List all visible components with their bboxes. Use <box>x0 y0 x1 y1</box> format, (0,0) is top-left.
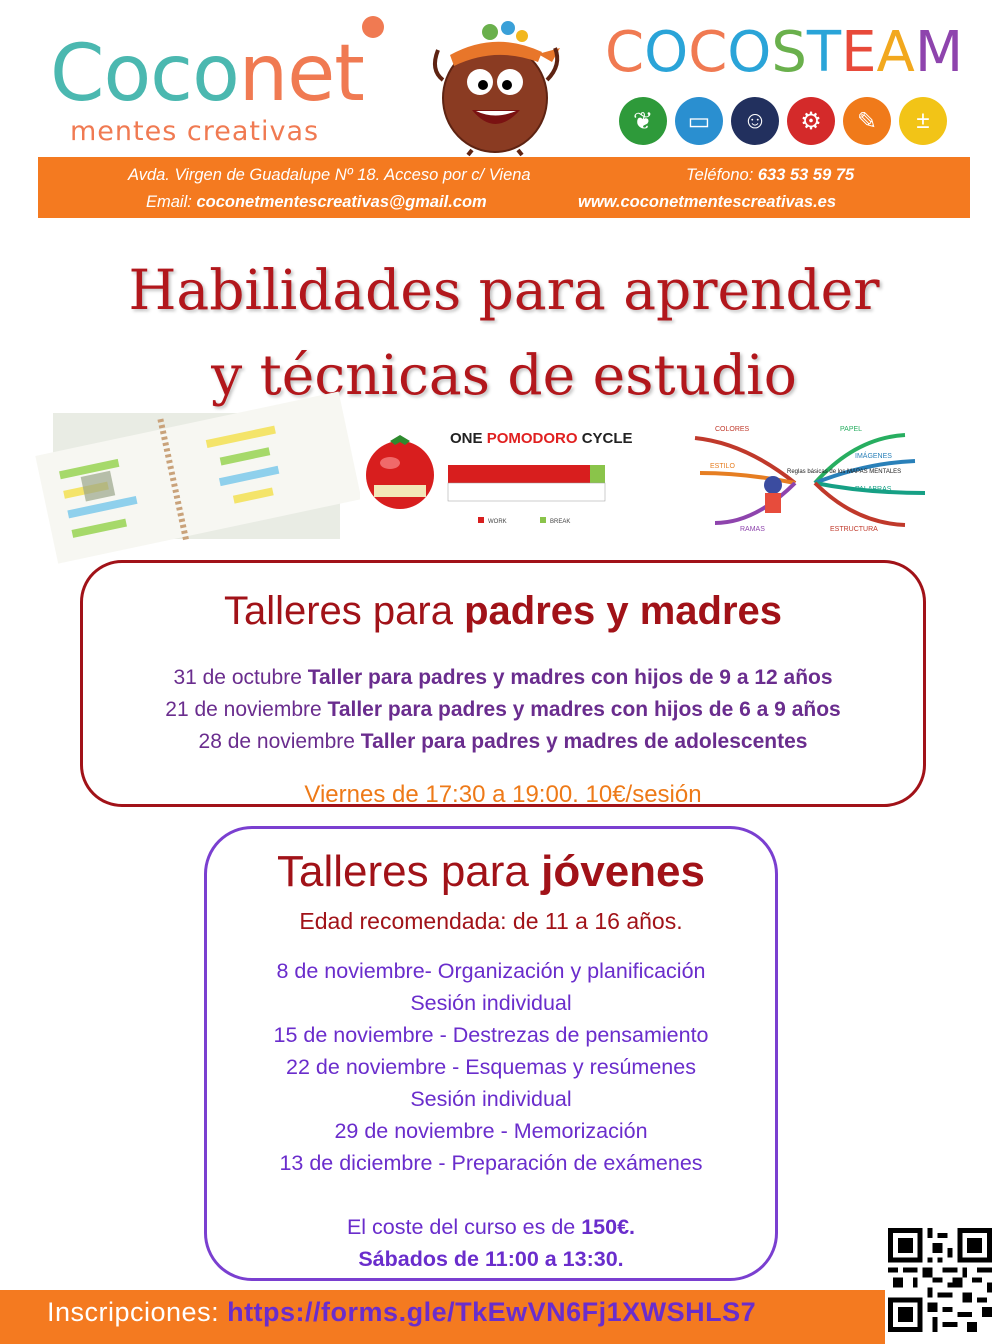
coconut-mascot-icon <box>410 10 580 155</box>
coconet-dot-icon <box>362 16 384 38</box>
parents-schedule: Viernes de 17:30 a 19:00. 10€/sesión <box>304 781 702 808</box>
youth-session: 8 de noviembre- Organización y planificación <box>276 959 706 983</box>
svg-text:PALABRAS: PALABRAS <box>855 486 892 493</box>
leaf-icon: ❦ <box>619 97 667 145</box>
coconet-tagline: mentes creativas <box>70 116 320 147</box>
registration-link[interactable]: https://forms.gle/TkEwVN6Fj1XWSHLS7 <box>227 1297 757 1327</box>
svg-text:PAPEL: PAPEL <box>840 426 863 433</box>
youth-session: 15 de noviembre - Destrezas de pensamiento <box>273 1023 709 1047</box>
youth-session: Sesión individual <box>410 1087 572 1111</box>
svg-text:BREAK: BREAK <box>550 519 571 525</box>
youth-workshops-box <box>204 826 778 1281</box>
mindmap-image <box>655 413 960 541</box>
youth-schedule: Sábados de 11:00 a 13:30. <box>358 1247 624 1271</box>
svg-text:WORK: WORK <box>488 519 507 525</box>
parents-title: Talleres para padres y madres <box>223 589 783 633</box>
planner-image <box>53 413 340 539</box>
website-link[interactable]: www.coconetmentescreativas.es <box>578 193 837 211</box>
svg-text:Reglas básicas de los MAPAS ME: Reglas básicas de los MAPAS MENTALES <box>787 469 902 475</box>
page-title: Habilidades para aprender y técnicas de estudio <box>128 258 880 408</box>
parents-session: 31 de octubre Taller para padres y madres con hijos de 9 a 12 años <box>173 666 833 689</box>
address: Avda. Virgen de Guadalupe Nº 18. Acceso por c/ Viena <box>128 166 531 184</box>
footer-registration: Inscripciones: https://forms.gle/TkEwVN6Fj1XWSHLS7 <box>47 1297 757 1327</box>
youth-session: 29 de noviembre - Memorización <box>334 1119 648 1143</box>
qr-code-icon[interactable] <box>888 1228 992 1332</box>
youth-cost: El coste del curso es de 150€. <box>346 1215 636 1239</box>
email: Email: coconetmentescreativas@gmail.com <box>146 193 487 211</box>
coconet-logo <box>50 20 364 150</box>
parents-session: 21 de noviembre Taller para padres y madres con hijos de 6 a 9 años <box>165 698 841 721</box>
coconet-brand: Coconet <box>50 29 364 119</box>
calculator-icon: ± <box>899 97 947 145</box>
youth-title: Talleres para jóvenes <box>276 847 705 896</box>
cocosteam-logo <box>605 15 965 155</box>
youth-session: 22 de noviembre - Esquemas y resúmenes <box>286 1055 696 1079</box>
svg-text:RAMAS: RAMAS <box>740 526 765 533</box>
computer-icon: ▭ <box>675 97 723 145</box>
svg-text:COLORES: COLORES <box>715 426 750 433</box>
robot-icon: ☺ <box>731 97 779 145</box>
youth-session: Sesión individual <box>410 991 572 1015</box>
parents-session: 28 de noviembre Taller para padres y madres de adolescentes <box>198 730 808 753</box>
contact-bar <box>38 157 970 218</box>
palette-icon: ✎ <box>843 97 891 145</box>
email-link[interactable]: coconetmentescreativas@gmail.com <box>196 193 487 211</box>
steam-icons <box>619 97 947 145</box>
phone: Teléfono: 633 53 59 75 <box>686 166 855 184</box>
cocosteam-brand: COCOSTEAM <box>605 20 964 85</box>
pomodoro-image <box>360 415 633 530</box>
youth-age: Edad recomendada: de 11 a 16 años. <box>299 908 683 934</box>
svg-text:IMÁGENES: IMÁGENES <box>855 453 892 460</box>
parents-workshops-box <box>80 560 926 807</box>
youth-session: 13 de diciembre - Preparación de exámenes <box>279 1151 703 1175</box>
gears-icon: ⚙ <box>787 97 835 145</box>
svg-text:ONE POMODORO CYCLE: ONE POMODORO CYCLE <box>450 430 633 447</box>
svg-text:ESTRUCTURA: ESTRUCTURA <box>830 526 878 533</box>
svg-text:ESTILO: ESTILO <box>710 463 735 470</box>
